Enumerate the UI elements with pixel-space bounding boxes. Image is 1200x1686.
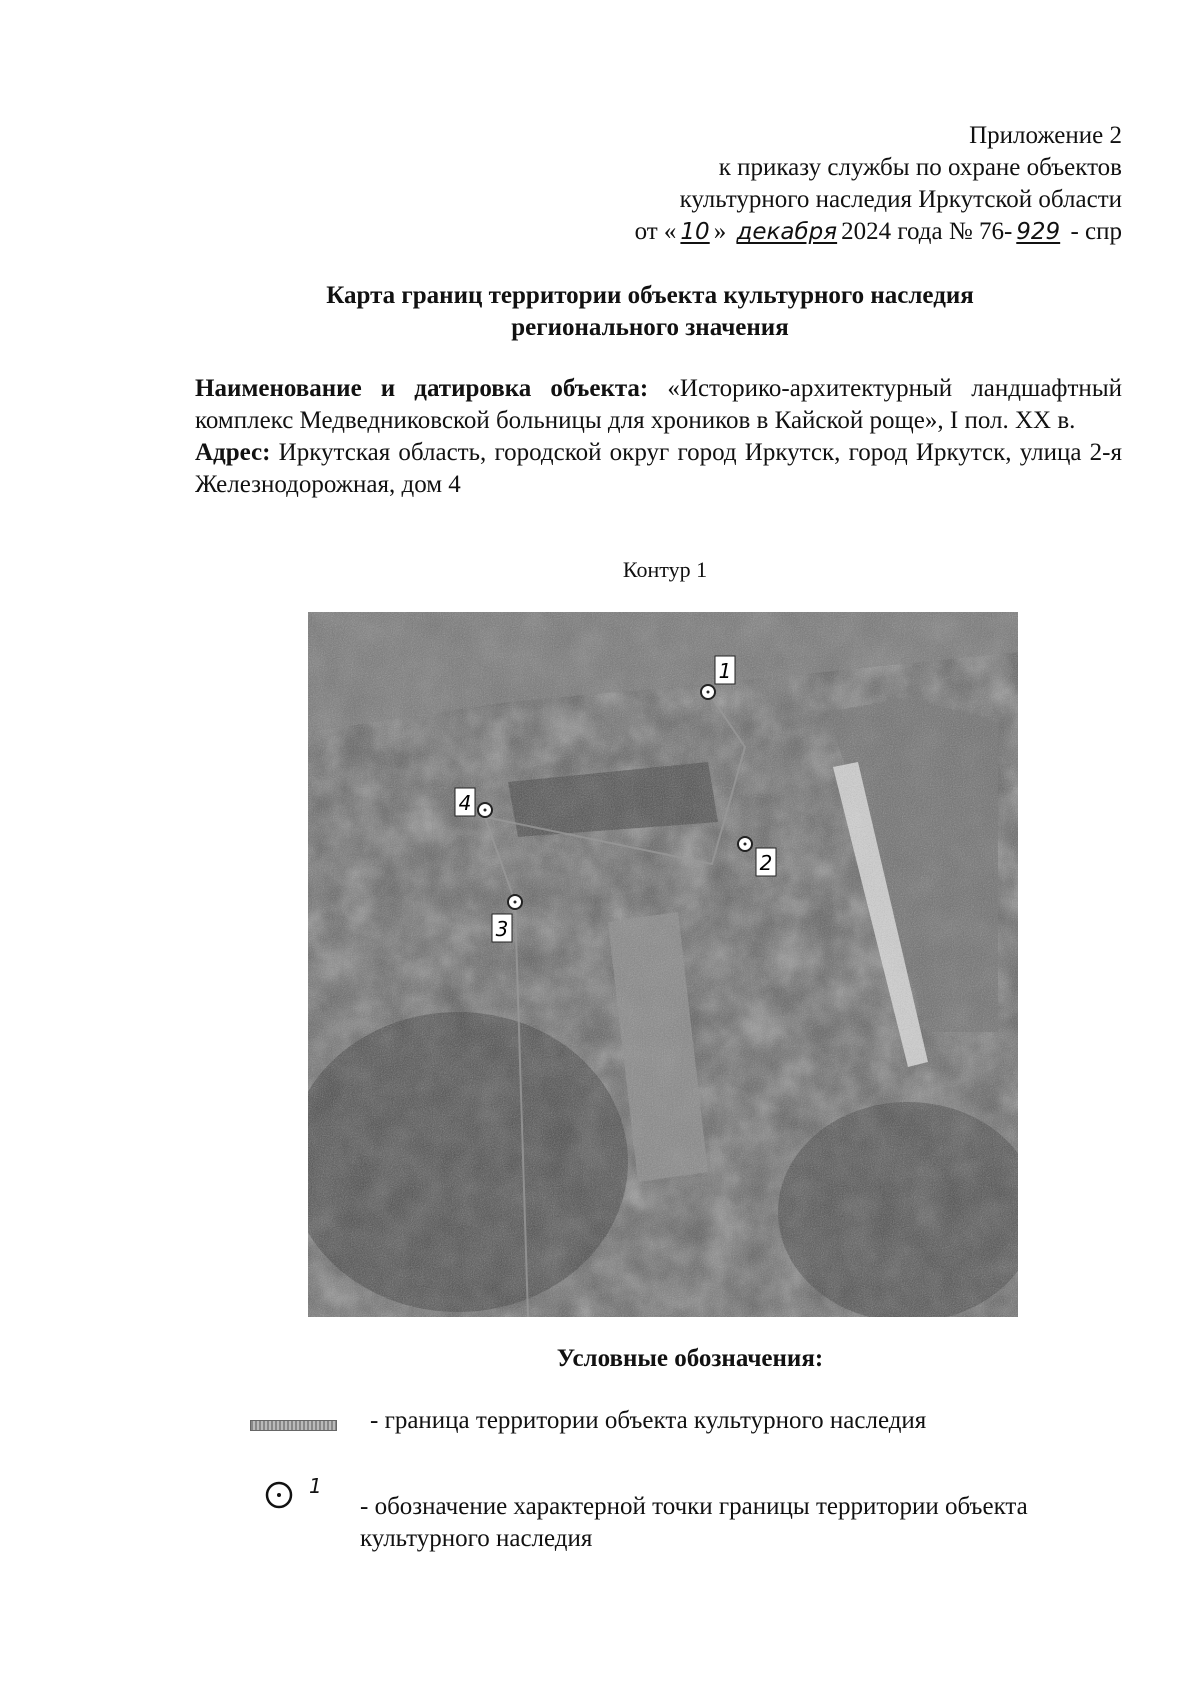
point-label: 1 — [718, 659, 732, 683]
point-label: 3 — [495, 917, 509, 941]
point-label: 4 — [458, 791, 472, 815]
boundary-line-symbol — [250, 1420, 337, 1431]
order-line-2: к приказу службы по охране объектов — [718, 154, 1122, 181]
object-name: Наименование и датировка объекта: «Историко-архитектурный ландшафтный комплекс Медведниковской больницы для хроников в Кайской роще», I пол. XX в. — [195, 375, 1122, 434]
object-address: Адрес: Иркутская область, городской округ город Иркутск, город Иркутск, улица 2-я Железнодорожная, дом 4 — [195, 439, 1122, 498]
appendix-label: Приложение 2 — [969, 122, 1122, 149]
legend-point-text: - обозначение характерной точки границы территории объекта культурного наследия — [360, 1493, 1028, 1552]
map-svg — [308, 612, 1018, 1317]
object-description — [195, 373, 1122, 501]
legend-title: Условные обозначения: — [556, 1345, 824, 1372]
satellite-map — [308, 612, 1018, 1317]
contour-label: Контур 1 — [622, 557, 708, 582]
handwritten-order-number: 929 — [1016, 219, 1061, 245]
approval-header — [362, 120, 1122, 248]
order-date-line: от « 10 » декабря 2024 года № 76- 929 - спр — [634, 218, 1122, 245]
point-marker-icon — [264, 1480, 294, 1510]
legend-boundary-text: - граница территории объекта культурного наследия — [370, 1407, 927, 1434]
handwritten-month: декабря — [736, 219, 838, 245]
point-label: 2 — [759, 851, 773, 875]
handwritten-day: 10 — [680, 219, 710, 245]
document-title: Карта границ территории объекта культурного наследия регионального значения — [326, 282, 974, 341]
order-line-3: культурного наследия Иркутской области — [679, 186, 1122, 213]
legend-point-number: 1 — [309, 1474, 322, 1498]
